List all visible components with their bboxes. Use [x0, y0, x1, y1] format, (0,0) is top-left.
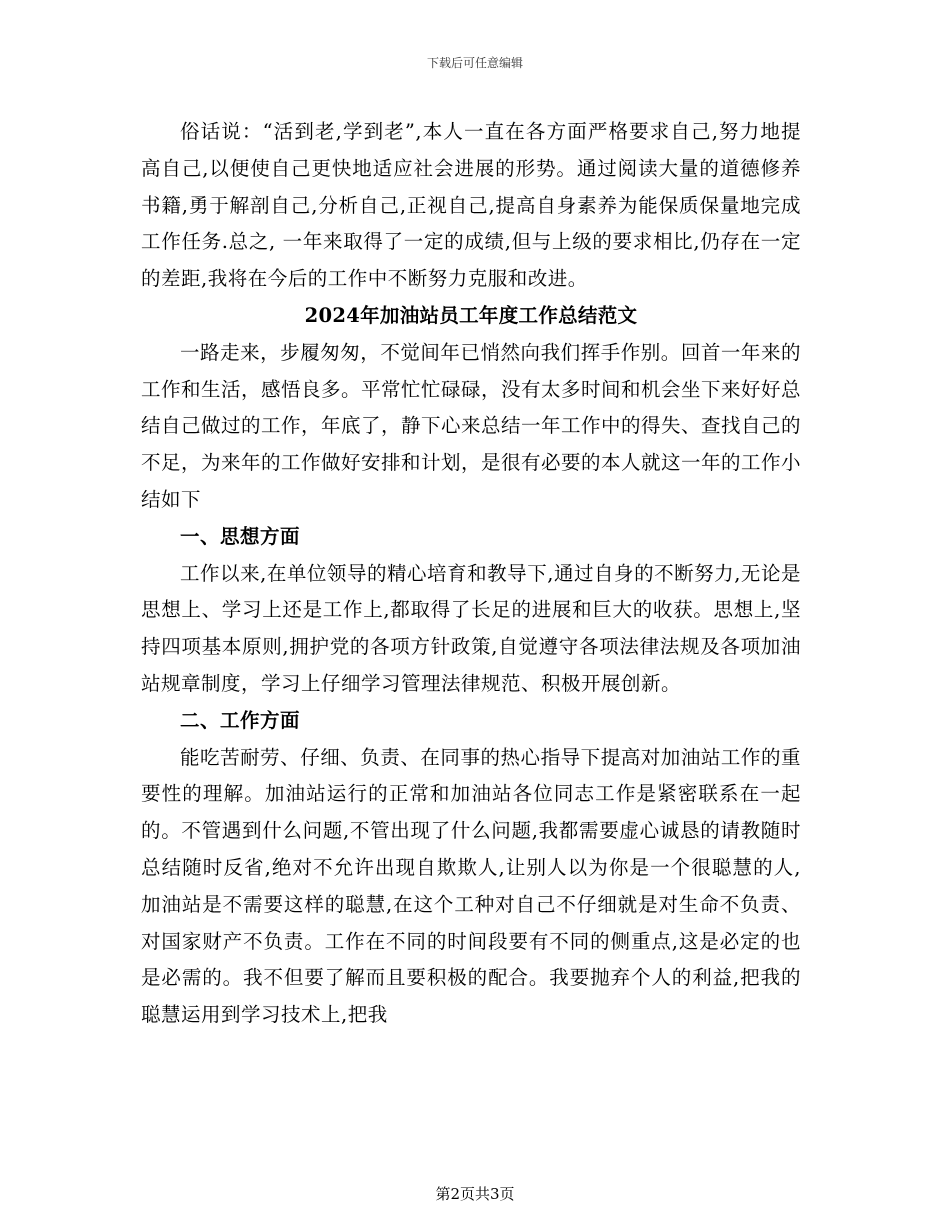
- document-body: [141, 114, 801, 1034]
- document-title: 2024年加油站员工年度工作总结范文: [304, 303, 638, 327]
- work-paragraph: 能吃苦耐劳、仔细、负责、在同事的热心指导下提高对加油站工作的重要性的理解。加油站运行的正常和加油站各位同志工作是紧密联系在一起的。不管遇到什么问题,不管出现了什么问题,我都需要虚心诚恳的请教随时总结随时反省,绝对不允许出现自欺欺人,让别人以为你是一个很聪慧的人,加油站是不需要这样的聪慧,在这个工种对自己不仔细就是对生命不负责、对国家财产不负责。工作在不同的时间段要有不同的侧重点,这是必定的也是必需的。我不但要了解而且要积极的配合。我要抛弃个人的利益,把我的聪慧运用到学习技术上,把我: [141, 745, 801, 1027]
- intro-paragraph: 俗话说：“活到老,学到老”,本人一直在各方面严格要求自己,努力地提高自己,以便使自己更快地适应社会进展的形势。通过阅读大量的道德修养书籍,勇于解剖自己,分析自己,正视自己,提高自身素养为能保质保量地完成工作任务.总之, 一年来取得了一定的成绩,但与上级的要求相比,仍存在一定的差距,我将在今后的工作中不断努力克服和改进。: [141, 120, 801, 291]
- thought-paragraph: 工作以来,在单位领导的精心培育和教导下,通过自身的不断努力,无论是思想上、学习上还是工作上,都取得了长足的进展和巨大的收获。思想上,坚持四项基本原则,拥护党的各项方针政策,自觉遵守各项法律法规及各项加油站规章制度，学习上仔细学习管理法律规范、积极开展创新。: [141, 561, 801, 695]
- section-heading-thought: 一、思想方面: [180, 524, 301, 548]
- page-header: 下载后可任意编辑: [426, 56, 523, 70]
- opening-paragraph: 一路走来，步履匆匆，不觉间年已悄然向我们挥手作别。回首一年来的工作和生活，感悟良多。平常忙忙碌碌，没有太多时间和机会坐下来好好总结自己做过的工作，年底了，静下心来总结一年工作中的得失、查找自己的不足，为来年的工作做好安排和计划，是很有必要的本人就这一年的工作小结如下: [141, 340, 802, 511]
- page-footer: 第2页共3页: [435, 1185, 515, 1203]
- section-heading-work: 二、工作方面: [180, 708, 301, 732]
